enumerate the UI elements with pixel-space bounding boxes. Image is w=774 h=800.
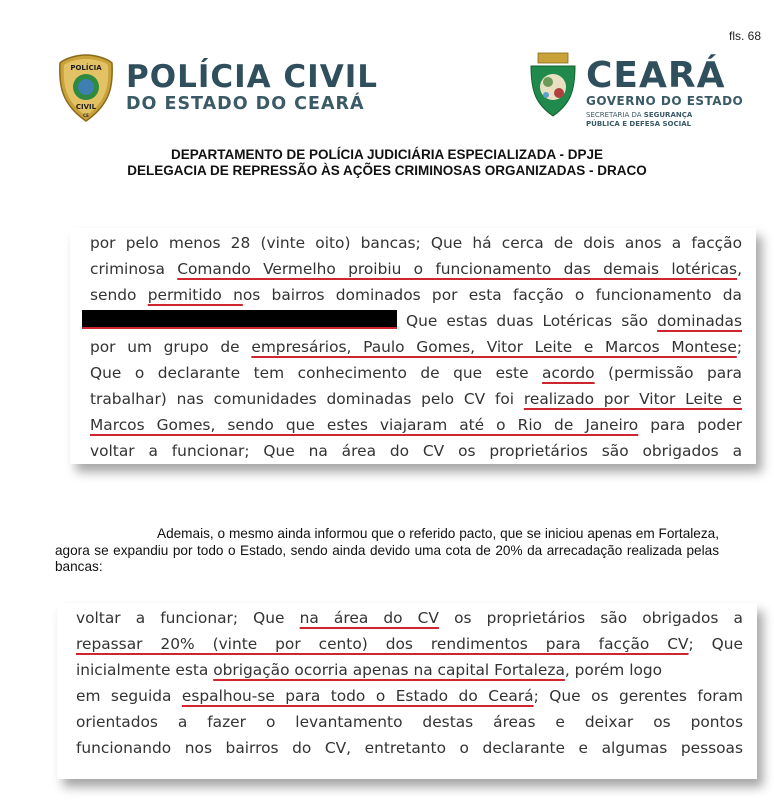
page-number: fls. 68 — [728, 29, 761, 43]
testimony-excerpt-1 — [70, 228, 756, 464]
svg-text:POLÍCIA: POLÍCIA — [70, 64, 102, 72]
excerpt-line: em seguida espalhou-se para todo o Estado do Ceará; Que os gerentes foram — [76, 687, 744, 705]
excerpt-line: voltar a funcionar; Que na área do CV os proprietários são obrigados a — [90, 442, 742, 460]
body-paragraph: Ademais, o mesmo ainda informou que o referido pacto, que se iniciou apenas em Fortaleza, agora se expandiu por todo o Estado, sendo ainda devido uma cota de 20% da arrecadação realizada pelas bancas: — [55, 526, 719, 574]
excerpt-line: sendo permitido nos bairros dominados por esta facção o funcionamento da — [90, 286, 742, 304]
excerpt-line: voltar a funcionar; Que na área do CV os proprietários são obrigados a — [76, 609, 743, 627]
excerpt-line: repassar 20% (vinte por cento) dos rendimentos para facção CV; Que — [76, 635, 743, 653]
excerpt-line: trabalhar) nas comunidades dominadas pelo CV foi realizado por Vitor Leite e — [90, 390, 742, 408]
svg-text:CE: CE — [83, 113, 89, 118]
excerpt-line: Que estas duas Lotéricas são dominadas — [82, 308, 742, 334]
svg-text:CIVIL: CIVIL — [75, 103, 97, 111]
excerpt-line: funcionando nos bairros do CV, entretanto o declarante e algumas pessoas — [76, 739, 743, 757]
excerpt-line: Que o declarante tem conhecimento de que este acordo (permissão para — [90, 364, 742, 382]
logo-subtitle: DO ESTADO DO CEARÁ — [126, 94, 365, 114]
police-badge-icon — [58, 53, 114, 123]
ceara-government-logo — [528, 52, 743, 129]
state-coat-of-arms-icon — [528, 52, 578, 118]
logo-title: POLÍCIA CIVIL — [126, 59, 378, 95]
excerpt-line: por pelo menos 28 (vinte oito) bancas; Que há cerca de dois anos a facção — [90, 234, 742, 252]
logo-title: CEARÁ — [586, 55, 726, 96]
excerpt-line: criminosa Comando Vermelho proibiu o funcionamento das demais lotéricas, — [90, 260, 742, 278]
logo-subtitle: GOVERNO DO ESTADO — [586, 94, 744, 108]
excerpt-line: por um grupo de empresários, Paulo Gomes, Vitor Leite e Marcos Montese; — [90, 338, 742, 356]
policia-civil-logo — [58, 52, 378, 124]
secretariat-name: SECRETARIA DA SEGURANÇA PÚBLICA E DEFESA SOCIAL — [586, 111, 693, 128]
redaction-bar — [82, 310, 397, 329]
excerpt-line: Marcos Gomes, sendo que estes viajaram até o Rio de Janeiro para poder — [90, 416, 742, 434]
excerpt-line: inicialmente esta obrigação ocorria apenas na capital Fortaleza, porém logo — [76, 661, 663, 679]
excerpt-line: orientados a fazer o levantamento destas áreas e deixar os pontos — [76, 713, 743, 731]
testimony-excerpt-2 — [57, 603, 757, 779]
department-header: DEPARTAMENTO DE POLÍCIA JUDICIÁRIA ESPECIALIZADA - DPJE DELEGACIA DE REPRESSÃO ÀS AÇÕES CRIMINOSAS ORGANIZADAS - DRACO — [127, 147, 647, 178]
